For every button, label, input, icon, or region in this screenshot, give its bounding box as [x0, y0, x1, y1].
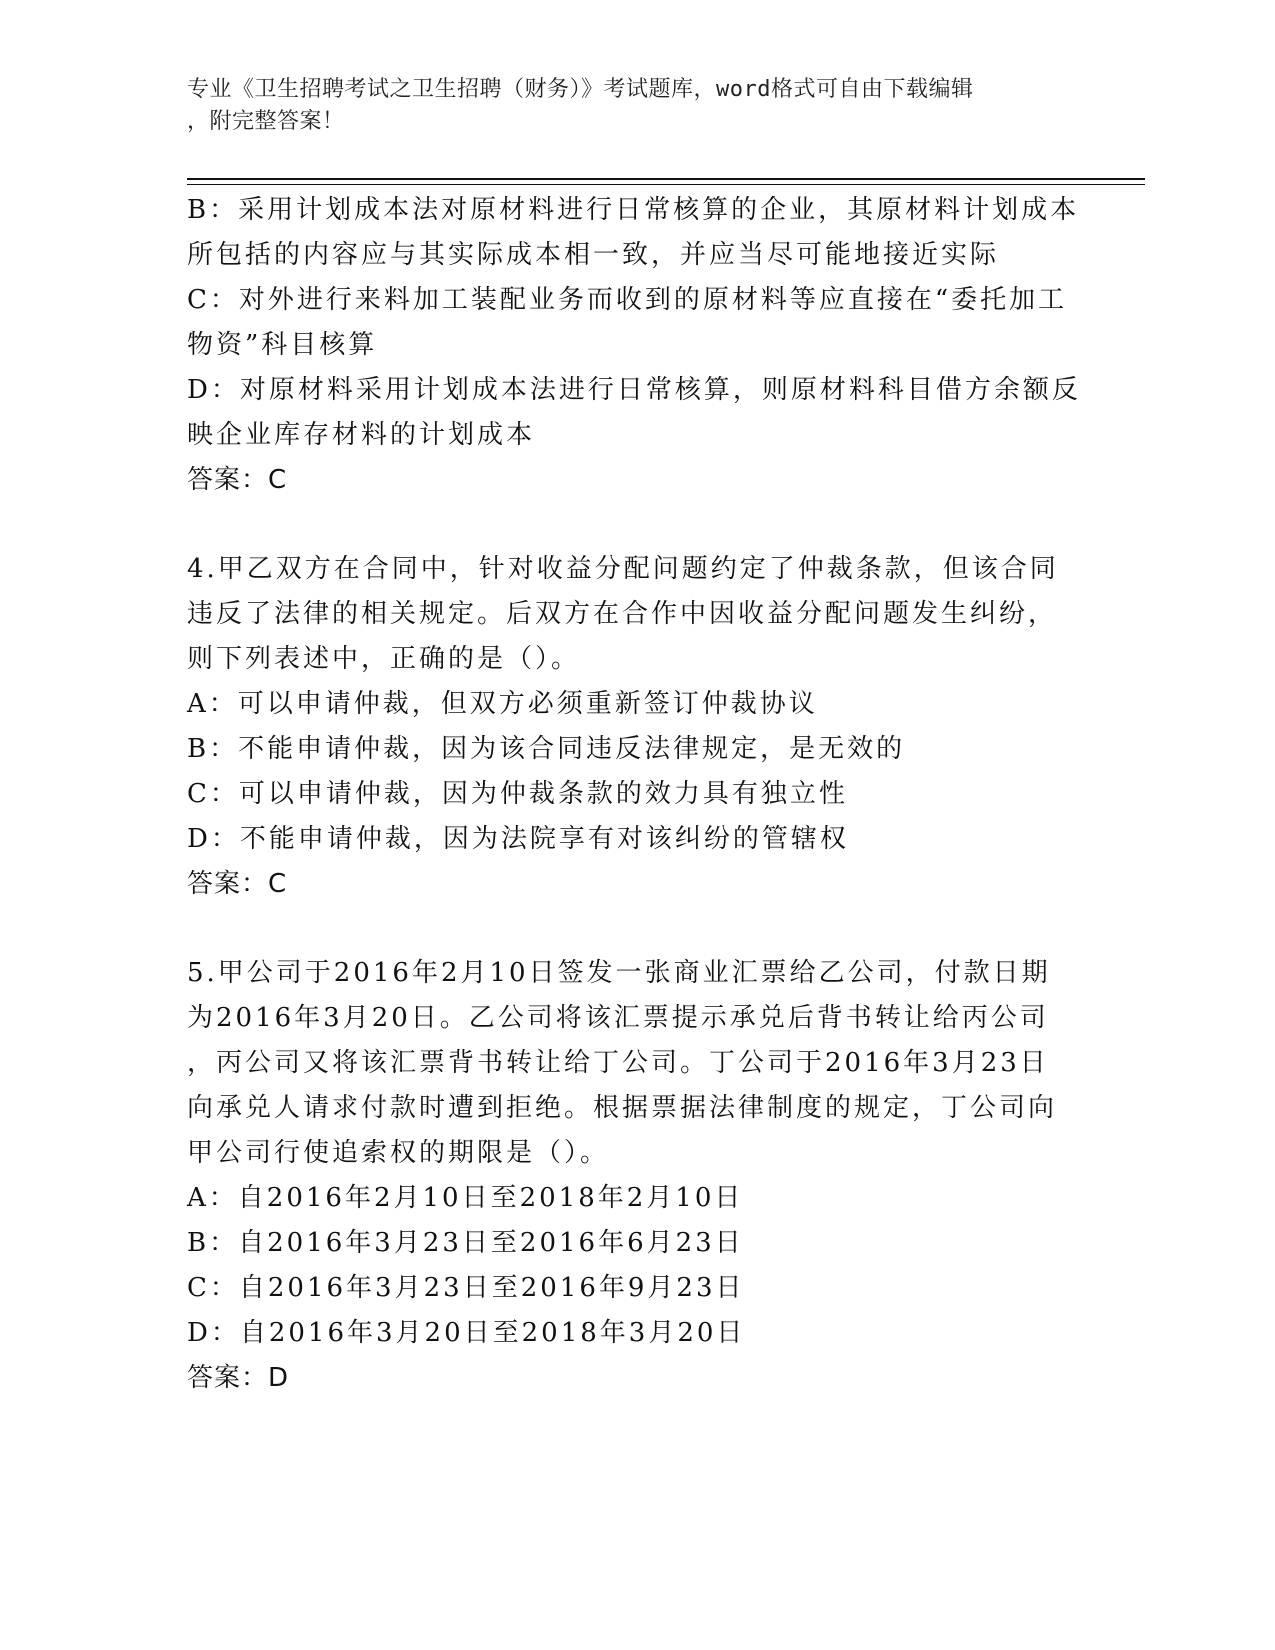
option-d: D：不能申请仲裁，因为法院享有对该纠纷的管辖权 [187, 824, 849, 854]
header-line-2: ，附完整答案！ [187, 109, 345, 134]
question-3-tail [187, 188, 1081, 503]
option-d: D：自2016年3月20日至2018年3月20日 [187, 1318, 746, 1348]
option-c-line-1: C：对外进行来料加工装配业务而收到的原材料等应直接在“委托加工 [187, 285, 1068, 315]
option-d-line-2: 映企业库存材料的计划成本 [187, 420, 536, 450]
header-line-1: 专业《卫生招聘考试之卫生招聘（财务）》考试题库，word格式可自由下载编辑 [187, 77, 974, 102]
question-4 [187, 547, 1067, 907]
question-5 [187, 951, 1067, 1401]
option-a: A：可以申请仲裁，但双方必须重新签订仲裁协议 [187, 689, 818, 719]
question-stem-line-1: 5.甲公司于2016年2月10日签发一张商业汇票给乙公司，付款日期 [187, 958, 1051, 988]
option-d-line-1: D：对原材料采用计划成本法进行日常核算，则原材料科目借方余额反 [187, 375, 1081, 405]
header-divider-thin [187, 184, 1145, 185]
question-stem-line-4: 向承兑人请求付款时遭到拒绝。根据票据法律制度的规定，丁公司向 [187, 1093, 1058, 1123]
document-header [187, 74, 1087, 138]
answer: 答案：C [187, 465, 288, 495]
option-c-line-2: 物资”科目核算 [187, 330, 378, 360]
option-b-line-2: 所包括的内容应与其实际成本相一致，并应当尽可能地接近实际 [187, 240, 1000, 270]
question-stem-line-5: 甲公司行使追索权的期限是（）。 [187, 1138, 610, 1168]
option-b: B：自2016年3月23日至2016年6月23日 [187, 1228, 744, 1258]
option-c: C：可以申请仲裁，因为仲裁条款的效力具有独立性 [187, 779, 848, 809]
question-stem-line-2: 违反了法律的相关规定。后双方在合作中因收益分配问题发生纠纷， [187, 599, 1058, 629]
option-b-line-1: B：采用计划成本法对原材料进行日常核算的企业，其原材料计划成本 [187, 195, 1080, 225]
document-body [187, 188, 1081, 1401]
question-stem-line-2: 为2016年3月20日。乙公司将该汇票提示承兑后背书转让给丙公司 [187, 1003, 1049, 1033]
option-a: A：自2016年2月10日至2018年2月10日 [187, 1183, 744, 1213]
header-divider-thick [187, 178, 1145, 180]
answer: 答案：D [187, 1363, 290, 1393]
option-c: C：自2016年3月23日至2016年9月23日 [187, 1273, 745, 1303]
question-stem-line-3: 则下列表述中，正确的是（）。 [187, 644, 581, 674]
spacer [187, 907, 1067, 951]
spacer [187, 503, 1067, 547]
question-stem-line-3: ，丙公司又将该汇票背书转让给丁公司。丁公司于2016年3月23日 [187, 1048, 1049, 1078]
question-stem-line-1: 4.甲乙双方在合同中，针对收益分配问题约定了仲裁条款，但该合同 [187, 554, 1059, 584]
option-b: B：不能申请仲裁，因为该合同违反法律规定，是无效的 [187, 734, 906, 764]
answer: 答案：C [187, 869, 288, 899]
